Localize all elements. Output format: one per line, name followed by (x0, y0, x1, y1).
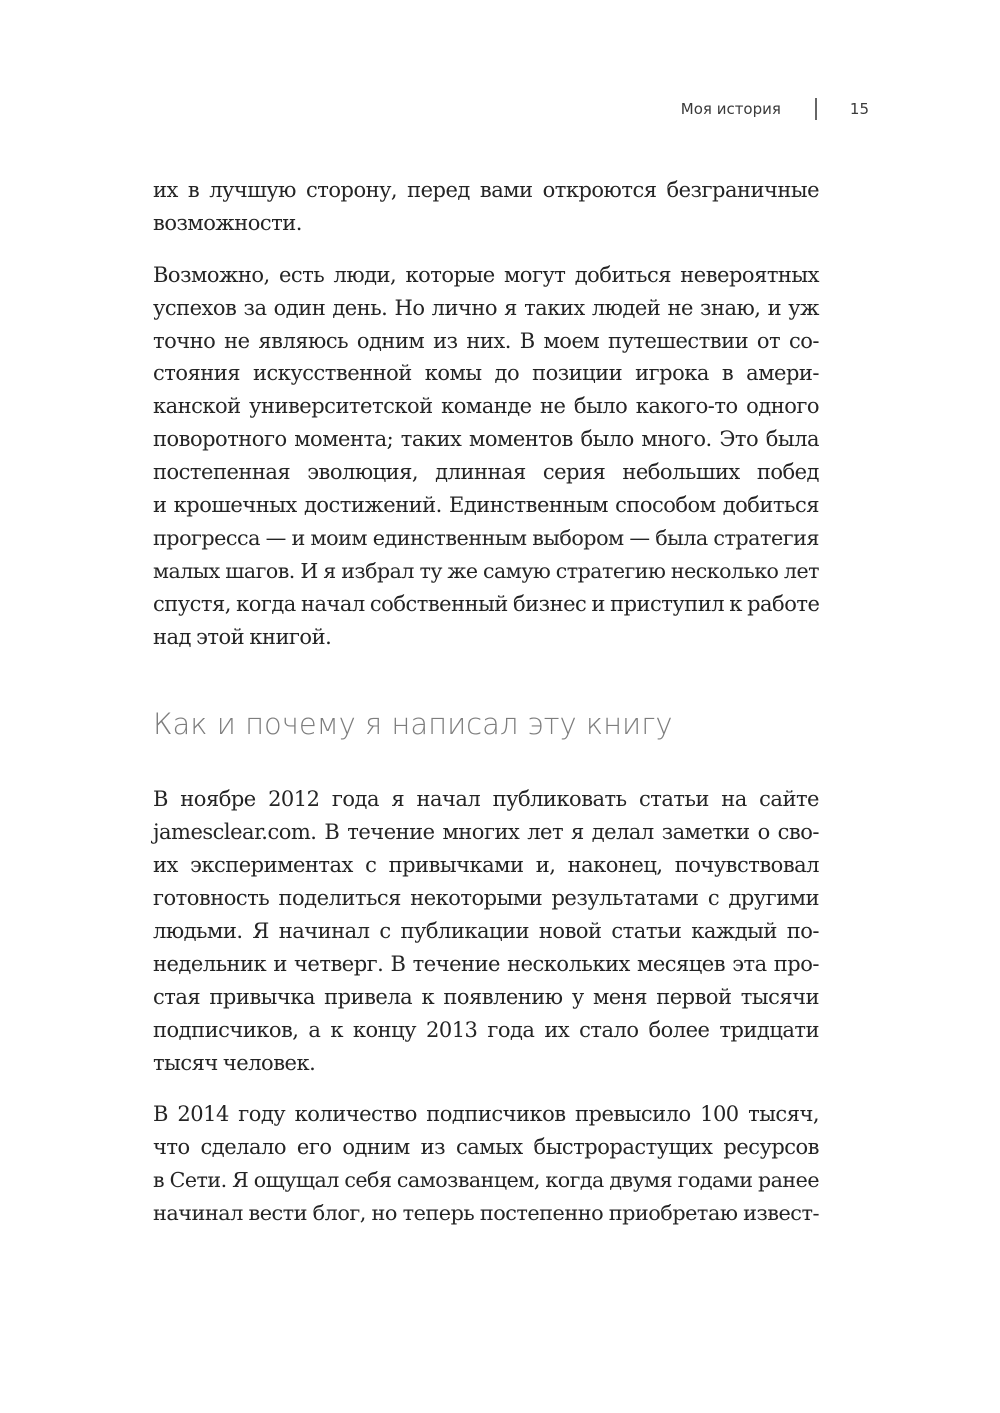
text-line: над этой книгой. (153, 624, 332, 649)
text-line: канской университетской команде не было какого-то одного (153, 394, 819, 419)
page-body (153, 174, 819, 1230)
paragraph-blog-start (153, 783, 819, 1079)
text-line: в Сети. Я ощущал себя самозванцем, когда двумя годами ранее (153, 1168, 819, 1193)
running-head-section: Моя история (680, 100, 781, 118)
text-line: что сделало его одним из самых быстрорастущих ресурсов (153, 1135, 819, 1160)
text-line: недельник и четверг. В течение нескольких месяцев эта про- (153, 951, 819, 976)
section-heading: Как и почему я написал эту книгу (153, 707, 673, 742)
page-number: 15 (849, 100, 869, 118)
text-line: возможности. (153, 210, 302, 235)
text-line: успехов за один день. Но лично я таких людей не знаю, и уж (153, 295, 819, 320)
text-line: готовность поделиться некоторыми результатами с другими (153, 886, 819, 911)
running-head-divider (815, 98, 817, 120)
text-line: начинал вести блог, но теперь постепенно приобретаю извест- (153, 1201, 819, 1226)
paragraph-story (153, 259, 819, 654)
text-line: Возможно, есть люди, которые могут добиться невероятных (153, 262, 819, 287)
text-line: jamesclear.com. В течение многих лет я делал заметки о сво- (153, 820, 819, 845)
text-line: точно не являюсь одним из них. В моем путешествии от со- (153, 328, 819, 353)
text-line: прогресса — и моим единственным выбором — была стратегия (153, 525, 819, 550)
text-line: малых шагов. И я избрал ту же самую стратегию несколько лет (153, 558, 819, 583)
text-line: их экспериментах с привычками и, наконец, почувствовал (153, 853, 819, 878)
text-line: спустя, когда начал собственный бизнес и приступил к работе (153, 591, 820, 616)
paragraph-blog-growth (153, 1098, 819, 1230)
text-line: людьми. Я начинал с публикации новой статьи каждый по- (153, 919, 819, 944)
text-line: В ноябре 2012 года я начал публиковать статьи на сайте (153, 787, 819, 812)
text-line: стояния искусственной комы до позиции игрока в амери- (153, 361, 819, 386)
text-line: и крошечных достижений. Единственным способом добиться (153, 493, 819, 518)
text-line: их в лучшую сторону, перед вами откроются безграничные (153, 178, 819, 202)
text-line: В 2014 году количество подписчиков превысило 100 тысяч, (153, 1102, 819, 1127)
paragraph-continuation (153, 174, 819, 240)
text-line: поворотного момента; таких моментов было много. Это была (153, 427, 819, 452)
running-head (681, 96, 869, 122)
text-line: стая привычка привела к появлению у меня первой тысячи (153, 984, 819, 1009)
text-line: тысяч человек. (153, 1050, 316, 1075)
text-line: постепенная эволюция, длинная серия небольших побед (153, 460, 819, 485)
text-line: подписчиков, а к концу 2013 года их стало более тридцати (153, 1017, 819, 1042)
